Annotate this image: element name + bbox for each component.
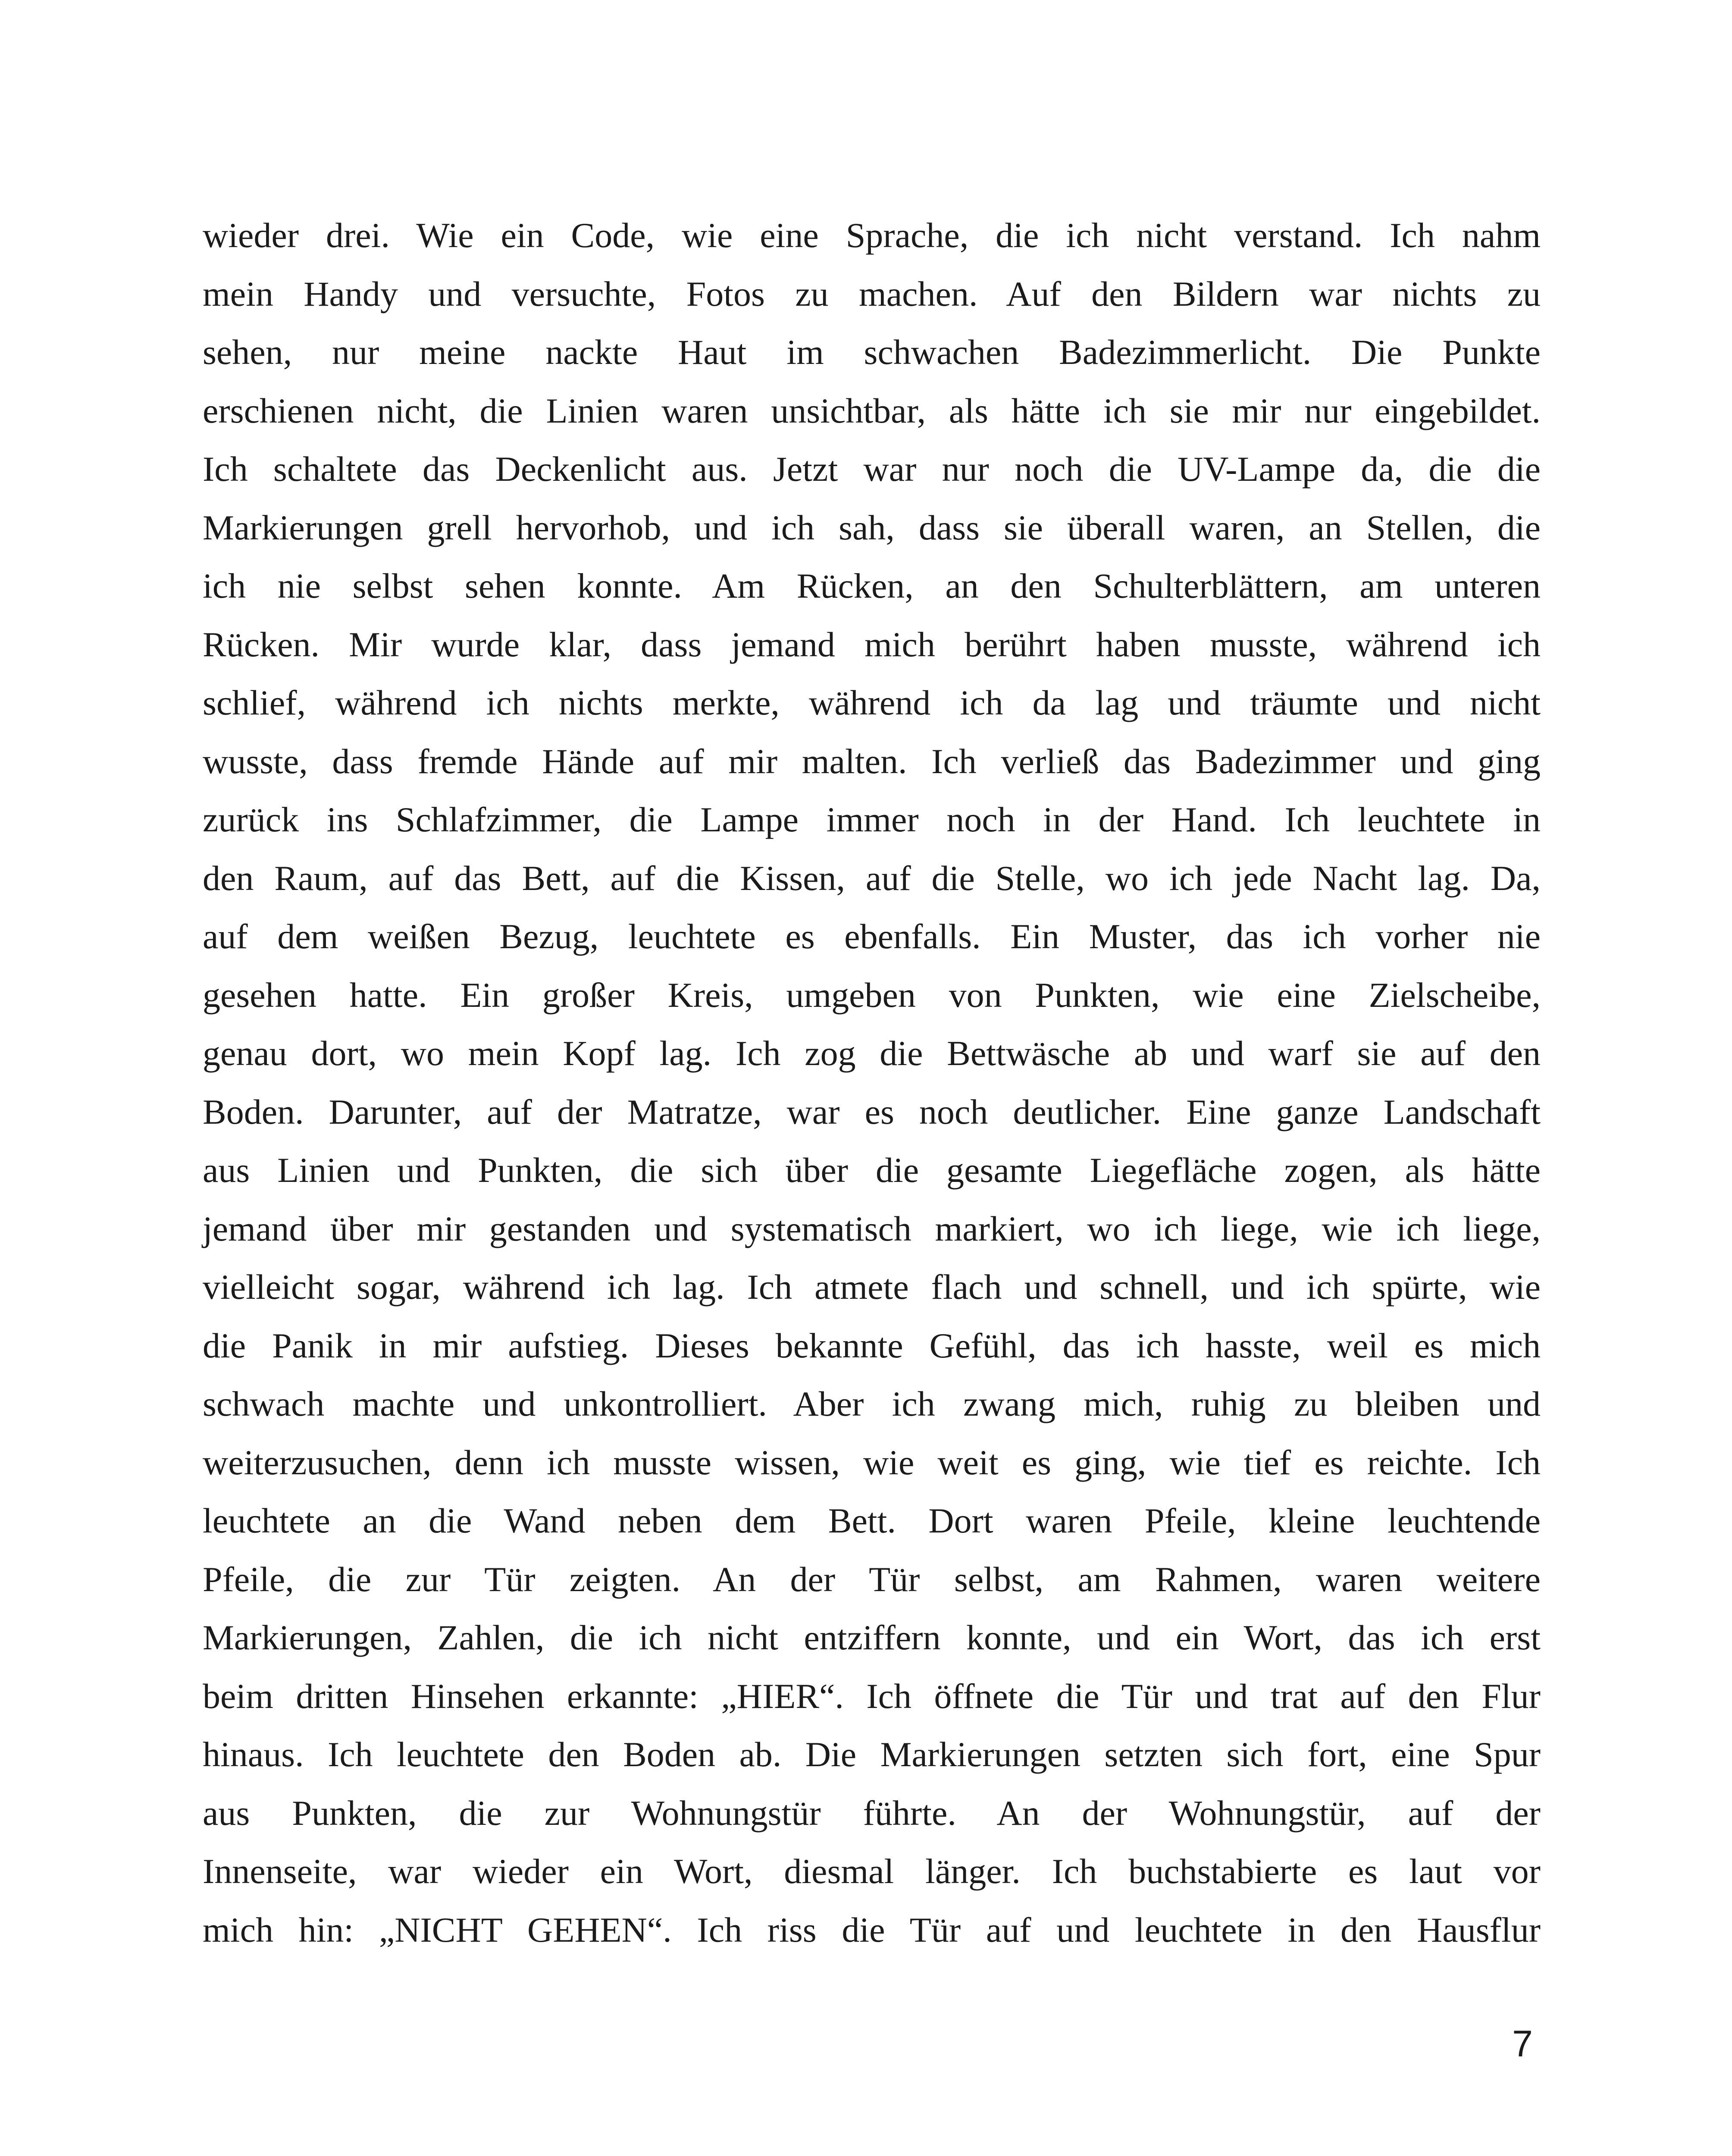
text-line: sehen, nur meine nackte Haut im schwachen Badezimmerlicht. Die Punkte — [203, 332, 1541, 372]
text-line: vielleicht sogar, während ich lag. Ich atmete flach und schnell, und ich spürte, wie — [203, 1267, 1541, 1307]
text-line: Ich schaltete das Deckenlicht aus. Jetzt war nur noch die UV-Lampe da, die die — [203, 449, 1541, 489]
text-line: Markierungen grell hervorhob, und ich sah, dass sie überall waren, an Stellen, die — [203, 508, 1541, 547]
text-line: erschienen nicht, die Linien waren unsichtbar, als hätte ich sie mir nur eingebildet. — [203, 391, 1541, 430]
text-line: wusste, dass fremde Hände auf mir malten. Ich verließ das Badezimmer und ging — [203, 741, 1541, 781]
text-line: leuchtete an die Wand neben dem Bett. Dort waren Pfeile, kleine leuchtende — [203, 1501, 1541, 1540]
text-line: schwach machte und unkontrolliert. Aber ich zwang mich, ruhig zu bleiben und — [203, 1384, 1541, 1423]
text-line: Rücken. Mir wurde klar, dass jemand mich berührt haben musste, während ich — [203, 624, 1541, 664]
text-line: Boden. Darunter, auf der Matratze, war es noch deutlicher. Eine ganze Landschaft — [203, 1092, 1541, 1131]
page-number: 7 — [1512, 2023, 1533, 2065]
text-line: gesehen hatte. Ein großer Kreis, umgeben von Punkten, wie eine Zielscheibe, — [203, 975, 1541, 1015]
text-line: ich nie selbst sehen konnte. Am Rücken, an den Schulterblättern, am unteren — [203, 566, 1541, 605]
text-line: mein Handy und versuchte, Fotos zu machen. Auf den Bildern war nichts zu — [203, 274, 1541, 313]
text-line: wieder drei. Wie ein Code, wie eine Sprache, die ich nicht verstand. Ich nahm — [203, 216, 1541, 255]
text-line: die Panik in mir aufstieg. Dieses bekannte Gefühl, das ich hasste, weil es mich — [203, 1326, 1541, 1365]
text-line: beim dritten Hinsehen erkannte: „HIER“. Ich öffnete die Tür und trat auf den Flur — [203, 1676, 1541, 1716]
text-line: Pfeile, die zur Tür zeigten. An der Tür selbst, am Rahmen, waren weitere — [203, 1559, 1541, 1599]
text-line: Innenseite, war wieder ein Wort, diesmal länger. Ich buchstabierte es laut vor — [203, 1852, 1541, 1891]
text-line: aus Linien und Punkten, die sich über die gesamte Liegefläche zogen, als hätte — [203, 1150, 1541, 1190]
text-line: genau dort, wo mein Kopf lag. Ich zog die Bettwäsche ab und warf sie auf den — [203, 1034, 1541, 1073]
text-line: hinaus. Ich leuchtete den Boden ab. Die Markierungen setzten sich fort, eine Spur — [203, 1735, 1541, 1774]
text-line: weiterzusuchen, denn ich musste wissen, wie weit es ging, wie tief es reichte. Ich — [203, 1442, 1541, 1482]
text-line: schlief, während ich nichts merkte, während ich da lag und träumte und nicht — [203, 683, 1541, 722]
text-line: Markierungen, Zahlen, die ich nicht entziffern konnte, und ein Wort, das ich erst — [203, 1618, 1541, 1657]
text-line: mich hin: „NICHT GEHEN“. Ich riss die Tür auf und leuchtete in den Hausflur — [203, 1910, 1541, 1949]
text-line: den Raum, auf das Bett, auf die Kissen, auf die Stelle, wo ich jede Nacht lag. Da, — [203, 858, 1541, 898]
text-line: aus Punkten, die zur Wohnungstür führte. An der Wohnungstür, auf der — [203, 1793, 1541, 1833]
text-line: jemand über mir gestanden und systematisch markiert, wo ich liege, wie ich liege, — [203, 1209, 1541, 1248]
text-line: zurück ins Schlafzimmer, die Lampe immer noch in der Hand. Ich leuchtete in — [203, 800, 1541, 839]
body-text — [203, 206, 1541, 1959]
text-line: auf dem weißen Bezug, leuchtete es ebenfalls. Ein Muster, das ich vorher nie — [203, 917, 1541, 956]
